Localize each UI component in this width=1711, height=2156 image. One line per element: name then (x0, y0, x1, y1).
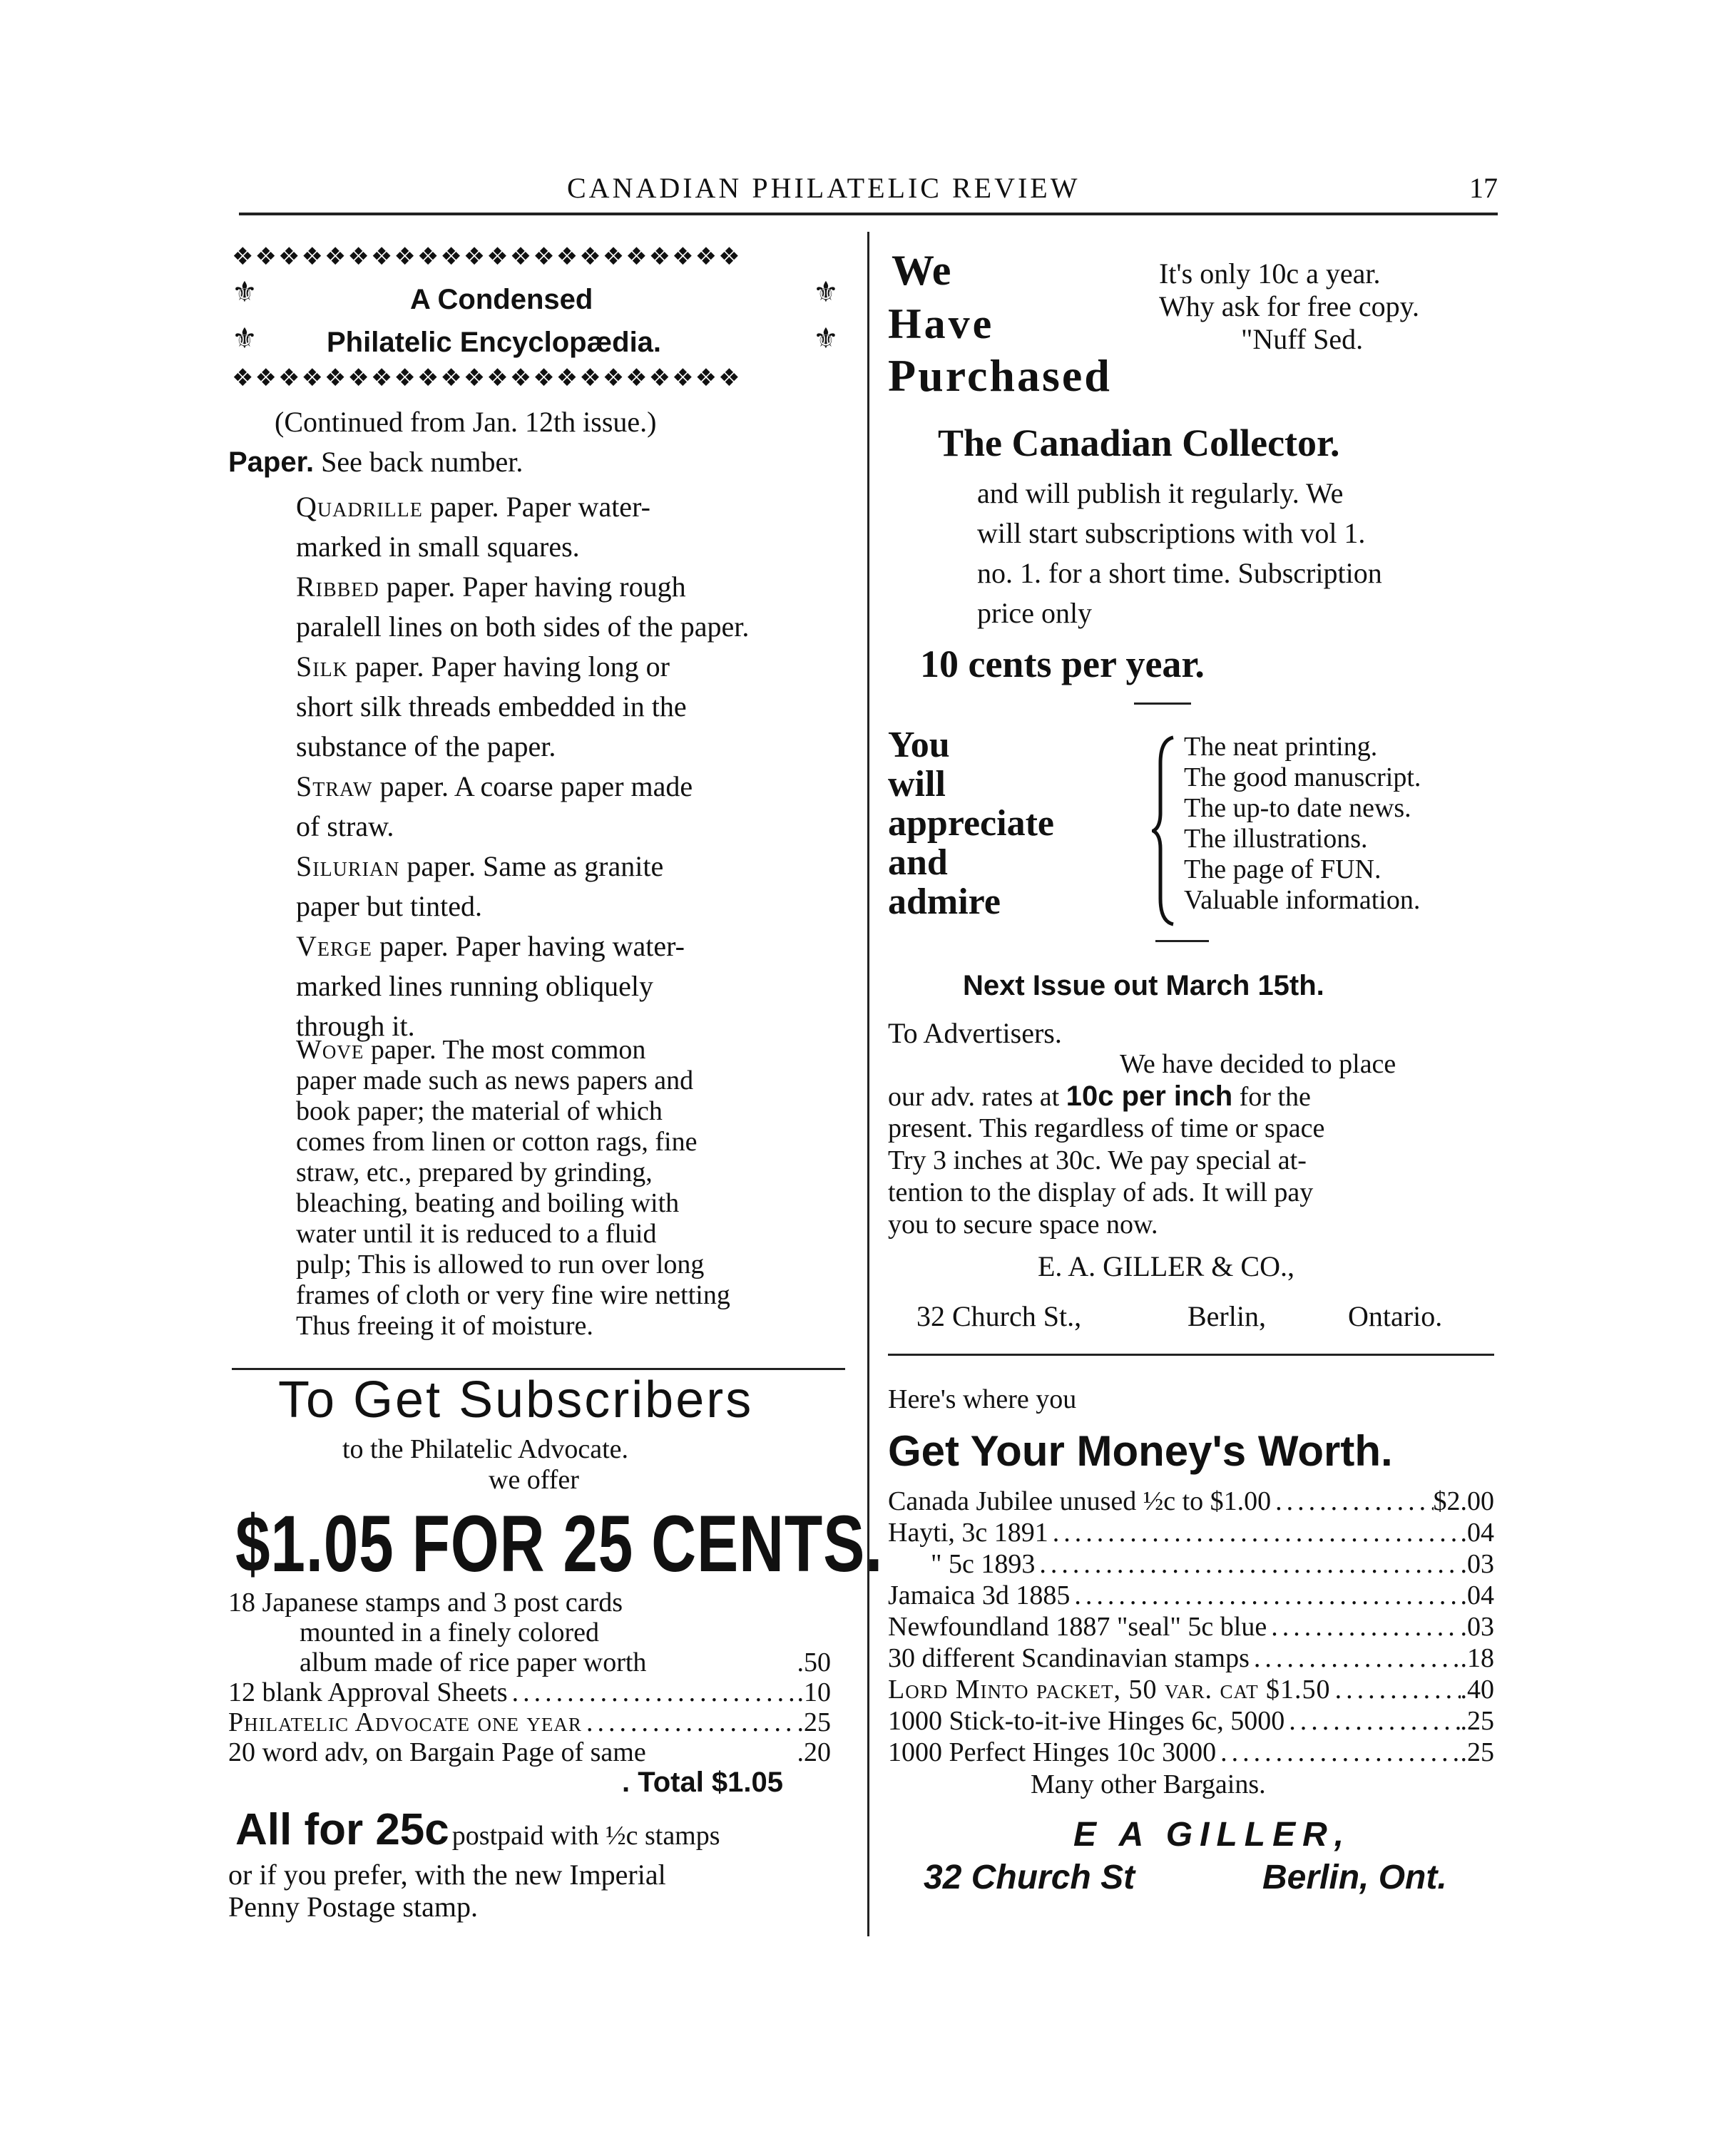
all-for-line (235, 1804, 720, 1855)
entry-line (296, 646, 670, 687)
leader-dots (1267, 1611, 1460, 1642)
entry-text: paper. The most common (364, 1035, 646, 1065)
entry-lead: Straw (296, 770, 373, 802)
purchased-price: 10 cents per year. (920, 643, 1205, 685)
feature-item: The good manuscript. (1184, 762, 1421, 792)
bargain-item (888, 1674, 1494, 1705)
entry-text: paper but tinted. (296, 890, 483, 922)
purchased-body-line: will start subscriptions with vol 1. (977, 517, 1366, 549)
purchased-body-line: and will publish it regularly. We (977, 477, 1344, 509)
entry-line: bleaching, beating and boiling with (296, 1188, 680, 1218)
encyclopaedia-title-line2: Philatelic Encyclopædia. (327, 327, 662, 358)
leader-dots (508, 1677, 797, 1708)
appreciate-word: You (888, 725, 950, 765)
running-title: CANADIAN PHILATELIC REVIEW (567, 172, 1081, 204)
bargain-item (888, 1737, 1494, 1768)
offer-item: 18 Japanese stamps and 3 post cards (228, 1588, 623, 1618)
offer-item-label: Philatelic Advocate one year (228, 1707, 582, 1737)
entry-text: paper. A coarse paper made (372, 770, 693, 802)
bargain-item-value: .04 (1460, 1518, 1494, 1548)
entry-head: Paper. (228, 446, 315, 478)
entry-text: paper. Same as granite (399, 850, 664, 882)
entry-text: through it. (296, 1010, 415, 1042)
adv-address-prov: Ontario. (1348, 1300, 1443, 1332)
entry-text: marked lines running obliquely (296, 970, 654, 1002)
adv-signature: E. A. GILLER & CO., (1038, 1250, 1294, 1282)
entry-line (296, 766, 693, 807)
leader-dots (1216, 1737, 1460, 1768)
to-advertisers: To Advertisers. (888, 1017, 1062, 1049)
subscribers-headline: To Get Subscribers (278, 1371, 754, 1429)
entry-lead: Verge (296, 930, 372, 962)
entry-text: paper. Paper having water- (372, 930, 685, 962)
offer-item (228, 1737, 831, 1768)
leader-dots (1070, 1580, 1460, 1611)
offer-item (300, 1647, 831, 1678)
bargain-item-label: 1000 Stick-to-it-ive Hinges 6c, 5000 (888, 1706, 1285, 1736)
subscribers-closing2: Penny Postage stamp. (228, 1891, 478, 1923)
left-section-rule (232, 1368, 845, 1370)
entry-lead: Silurian (296, 850, 400, 882)
offer-item-value: .20 (797, 1737, 831, 1767)
entry-lead: Wove (296, 1035, 364, 1065)
purchased-big-purchased: Purchased (888, 350, 1112, 401)
bargain-item (888, 1705, 1494, 1737)
purchased-aside3: "Nuff Sed. (1241, 323, 1364, 355)
entry-line (296, 886, 482, 926)
bargain-item (931, 1548, 1494, 1580)
entry-head-rest: See back number. (321, 446, 523, 478)
short-rule (1155, 940, 1209, 942)
subscribers-sub2: we offer (489, 1465, 579, 1495)
appreciate-word: appreciate (888, 803, 1054, 844)
entry-lead: Ribbed (296, 571, 379, 603)
leader-dots (1331, 1674, 1461, 1705)
entry-line: frames of cloth or very fine wire netting (296, 1280, 730, 1310)
offer-item-label: album made of rice paper worth (300, 1647, 647, 1677)
adv-line: We have decided to place (1120, 1049, 1396, 1079)
entry-line: book paper; the material of which (296, 1096, 663, 1126)
entry-line (296, 686, 687, 727)
entry-text: paper. Paper water- (422, 491, 650, 523)
bargain-item (888, 1642, 1494, 1674)
purchased-paper-name: The Canadian Collector. (938, 422, 1340, 464)
entry-text: paper. Paper having long or (347, 650, 670, 683)
entry-text: paper. Paper having rough (379, 571, 686, 603)
right-section-rule (888, 1354, 1494, 1356)
entry-text: marked in small squares. (296, 531, 580, 563)
bargain-item-label: Canada Jubilee unused ½c to $1.00 (888, 1486, 1272, 1516)
entry-paper (228, 445, 523, 479)
offer-item (228, 1707, 831, 1738)
adv-line-text: our adv. rates at (888, 1082, 1060, 1112)
bargain-item-value: $2.00 (1433, 1486, 1494, 1516)
bargain-item-value: .03 (1460, 1549, 1494, 1579)
leader-dots (1250, 1642, 1461, 1674)
bargain-sig-city: Berlin, Ont. (1262, 1859, 1447, 1896)
appreciate-word: admire (888, 882, 1001, 922)
bargain-sig-name: E A GILLER, (1073, 1816, 1352, 1854)
entry-line: water until it is reduced to a fluid (296, 1219, 657, 1249)
feature-item: The illustrations. (1184, 824, 1368, 854)
continued-note: (Continued from Jan. 12th issue.) (275, 406, 657, 438)
entry-line: straw, etc., prepared by grinding, (296, 1158, 653, 1187)
page-number: 17 (1469, 172, 1498, 204)
offer-item-value: .50 (797, 1647, 831, 1677)
purchased-big-we: We (892, 247, 951, 294)
leader-dots (1048, 1517, 1461, 1548)
short-rule (1134, 703, 1191, 705)
entry-text: short silk threads embedded in the (296, 690, 687, 722)
feature-item: The up-to date news. (1184, 793, 1411, 823)
entry-line (296, 926, 685, 966)
bargain-item-value: .40 (1460, 1675, 1494, 1705)
entry-line: paper made such as news papers and (296, 1066, 694, 1095)
bargain-intro: Here's where you (888, 1384, 1077, 1414)
purchased-aside1: It's only 10c a year. (1159, 257, 1381, 290)
feature-item: The page of FUN. (1184, 854, 1381, 884)
entry-text: of straw. (296, 810, 394, 842)
bargain-item-label: Hayti, 3c 1891 (888, 1518, 1048, 1548)
bargain-headline: Get Your Money's Worth. (888, 1427, 1393, 1475)
entry-line (296, 846, 663, 887)
fleur-right-1-icon: ⚜ (813, 276, 839, 309)
bargain-item (888, 1486, 1494, 1517)
bargain-item-label: Jamaica 3d 1885 (888, 1580, 1071, 1610)
bargain-sig-street: 32 Church St (924, 1859, 1135, 1896)
ornament-top-border: ❖❖❖❖❖❖❖❖❖❖❖❖❖❖❖❖❖❖❖❖❖❖ (232, 245, 742, 269)
header-rule (239, 213, 1498, 215)
subscribers-closing1: or if you prefer, with the new Imperial (228, 1859, 666, 1891)
entry-line (296, 966, 653, 1006)
entry-lead: Quadrille (296, 491, 423, 523)
next-issue: Next Issue out March 15th. (963, 970, 1324, 1001)
all-for-rest: postpaid with ½c stamps (451, 1821, 720, 1851)
entry-lead: Silk (296, 650, 348, 683)
entry-line (296, 486, 650, 527)
purchased-body-line: price only (977, 597, 1093, 629)
bargain-item-label: Lord Minto packet, 50 var. cat $1.50 (888, 1675, 1331, 1705)
feature-item: The neat printing. (1184, 732, 1378, 762)
entry-line (296, 806, 394, 847)
offer-item-value: .25 (797, 1707, 831, 1737)
bargain-item-label: " 5c 1893 (931, 1549, 1036, 1579)
curly-brace-icon (1152, 735, 1180, 927)
subscribers-total: . Total $1.05 (622, 1767, 784, 1798)
leader-dots (1035, 1548, 1460, 1580)
entry-line (296, 726, 556, 767)
bargain-item-value: .18 (1460, 1643, 1494, 1673)
bargain-item-value: .03 (1460, 1612, 1494, 1642)
entry-line (296, 1034, 645, 1066)
bargain-item (888, 1517, 1494, 1548)
fleur-right-2-icon: ⚜ (813, 322, 839, 355)
entry-line (296, 606, 749, 647)
adv-address-street: 32 Church St., (916, 1300, 1082, 1332)
adv-rate: 10c per inch (1066, 1080, 1233, 1112)
offer-item-label: 20 word adv, on Bargain Page of same (228, 1737, 646, 1767)
entry-text: paralell lines on both sides of the paper. (296, 610, 750, 643)
leader-dots (1284, 1705, 1460, 1737)
leader-dots (1271, 1486, 1433, 1517)
subscribers-offer: $1.05 FOR 25 CENTS. (235, 1499, 884, 1588)
adv-rate-tail: for the (1239, 1082, 1311, 1112)
purchased-body-line: no. 1. for a short time. Subscription (977, 557, 1382, 589)
entry-text: substance of the paper. (296, 730, 556, 762)
bargain-item-value: .04 (1460, 1580, 1494, 1610)
bargain-item (888, 1580, 1494, 1611)
fleur-left-1-icon: ⚜ (232, 276, 257, 309)
offer-item-value: .10 (797, 1677, 831, 1707)
adv-line: Try 3 inches at 30c. We pay special at- (888, 1145, 1307, 1175)
entry-line (296, 566, 686, 607)
bargain-more: Many other Bargains. (1031, 1769, 1266, 1799)
entry-line (296, 526, 580, 567)
entry-line: comes from linen or cotton rags, fine (296, 1127, 698, 1157)
all-for-big: All for 25c (235, 1805, 449, 1854)
adv-line: tention to the display of ads. It will pay (888, 1177, 1314, 1207)
feature-item: Valuable information. (1184, 885, 1421, 915)
bargain-item-value: .25 (1460, 1737, 1494, 1767)
column-divider (867, 232, 869, 1936)
appreciate-word: will (888, 764, 946, 804)
bargain-item-label: Newfoundland 1887 "seal" 5c blue (888, 1612, 1267, 1642)
adv-address-city: Berlin, (1188, 1300, 1266, 1332)
bargain-item-value: .25 (1460, 1706, 1494, 1736)
subscribers-sub1: to the Philatelic Advocate. (342, 1434, 629, 1464)
purchased-aside2: Why ask for free copy. (1159, 290, 1420, 322)
entry-line: Thus freeing it of moisture. (296, 1311, 593, 1341)
adv-line: present. This regardless of time or space (888, 1113, 1325, 1143)
offer-item (228, 1677, 831, 1708)
bargain-item-label: 1000 Perfect Hinges 10c 3000 (888, 1737, 1217, 1767)
bargain-item-label: 30 different Scandinavian stamps (888, 1643, 1250, 1673)
appreciate-word: and (888, 842, 948, 883)
ornament-bottom-border: ❖❖❖❖❖❖❖❖❖❖❖❖❖❖❖❖❖❖❖❖❖❖ (232, 366, 742, 390)
encyclopaedia-title-line1: A Condensed (410, 284, 593, 315)
entry-line: pulp; This is allowed to run over long (296, 1250, 705, 1279)
adv-line (888, 1080, 1311, 1113)
offer-item: mounted in a finely colored (300, 1618, 599, 1647)
fleur-left-2-icon: ⚜ (232, 322, 257, 355)
purchased-big-have: Have (888, 300, 995, 347)
leader-dots (582, 1707, 797, 1738)
bargain-item (888, 1611, 1494, 1642)
offer-item-label: 12 blank Approval Sheets (228, 1677, 508, 1707)
adv-line: you to secure space now. (888, 1210, 1158, 1240)
